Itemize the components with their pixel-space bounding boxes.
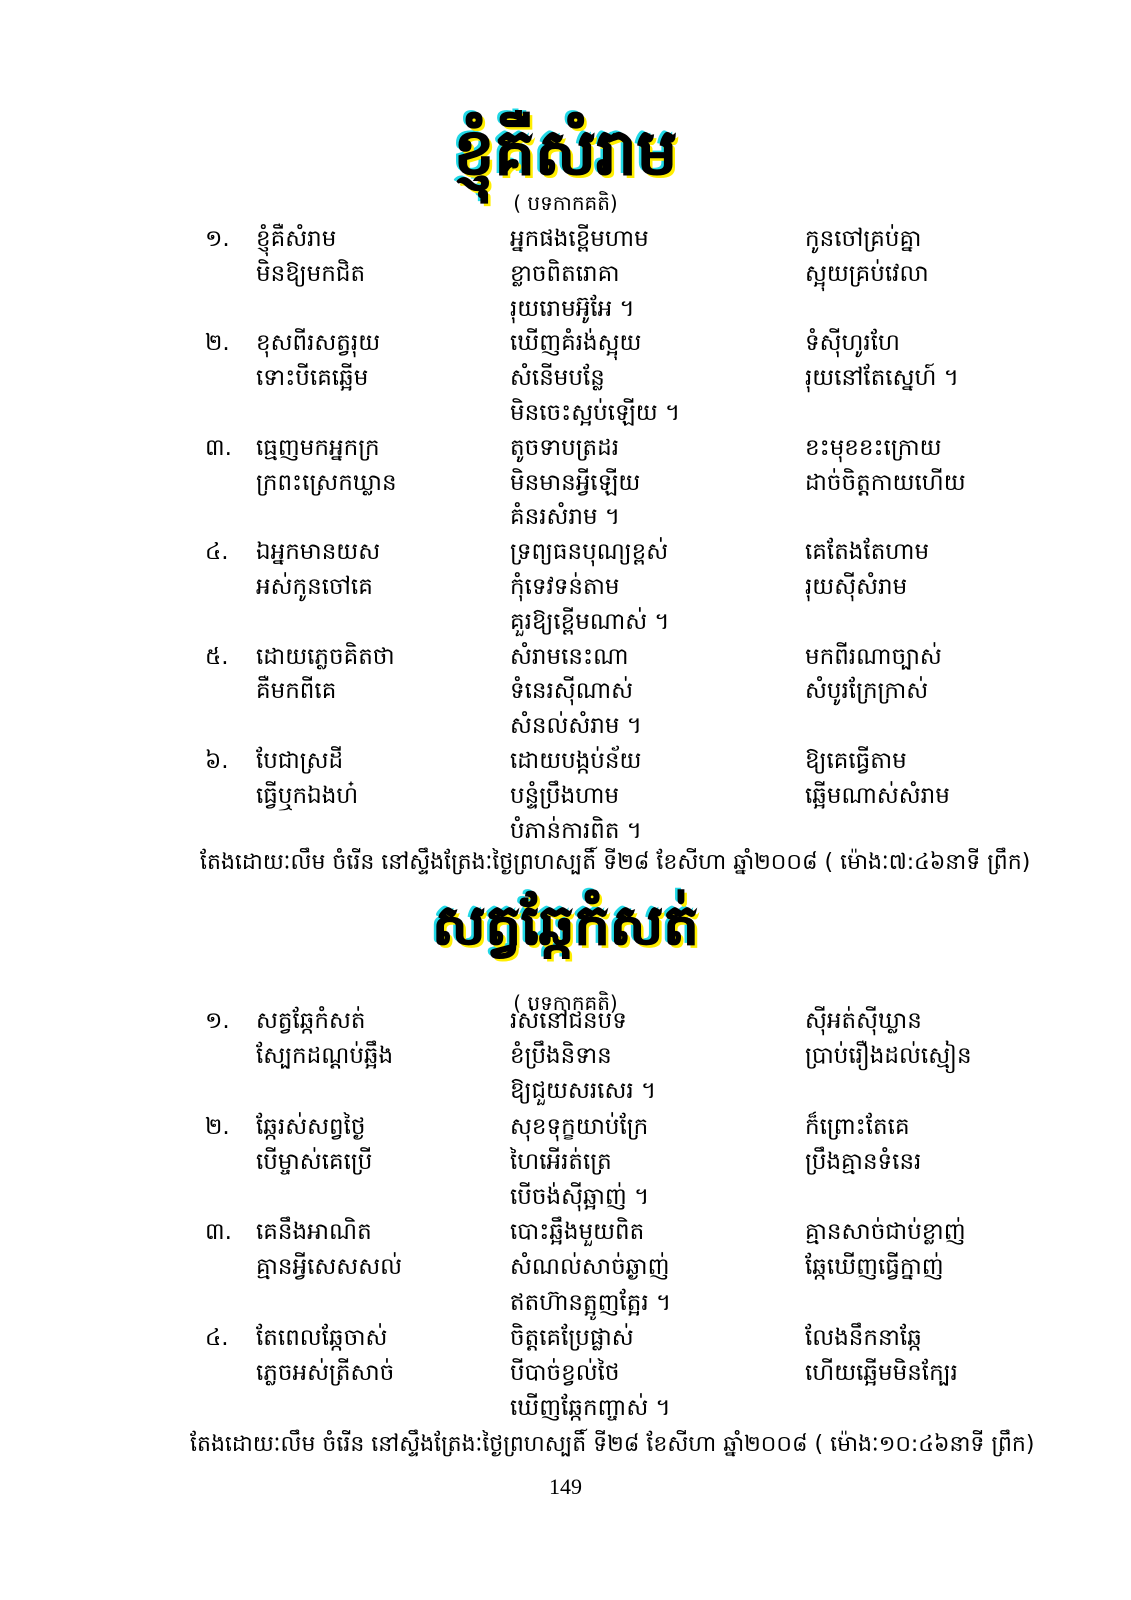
verse-line: ដាច់ចិត្តកាយហើយ (805, 469, 966, 496)
verse-line: ឱ្យជួយសរសេរ ។ (510, 1078, 657, 1105)
verse-line: ឃើញឆ្កែកញ្ចាស់ ។ (510, 1395, 671, 1422)
verse-line: ទំស៊ីហូរហែ (805, 330, 900, 357)
stanza-number: ១. (205, 226, 230, 252)
verse-line: ដោយភ្លេចគិតថា (256, 643, 395, 670)
verse-line: សំនើមបន្លែ (510, 365, 605, 392)
poem2-subtitle: ( បទកាកគតិ) (513, 991, 618, 1015)
stanza-number: ១. (205, 1008, 230, 1034)
verse-line: អ្នកផងខ្ពើមហាម (510, 226, 649, 252)
poem2-credit: តែងដោយៈលឹម ចំរើន នៅស្ទឹងត្រែងៈថ្ងៃព្រហស្បតិ៍ ទី២៨ ខែសីហា ឆ្នាំ២០០៨ ( ម៉ោងៈ១០:៤៦នាទី ព្រឹក) (190, 1432, 1035, 1457)
stanza-number: ៥. (205, 643, 229, 670)
verse-line: តែពេលឆ្កែចាស់ (256, 1324, 388, 1351)
verse-line: សំបូរក្រែក្រាស់ (805, 678, 929, 705)
verse-line: ដោយបង្កប់ន័យ (510, 748, 642, 774)
verse-line: ប្រឹងគ្មានទំនេរ (805, 1148, 922, 1175)
verse-line: ក្រពះស្រេកឃ្លាន (256, 469, 397, 496)
verse-line: រុយស៊ីសំរាម (805, 574, 908, 600)
verse-line: កុំទេវទន់តាម (510, 574, 620, 600)
verse-line: ធ្វើឬកឯងហ៎ (256, 782, 359, 809)
verse-line: ហើយឆ្អើមមិនក្បែរ (805, 1360, 958, 1386)
verse-line: បន្ទំប្រឹងហាម (510, 782, 620, 809)
verse-line: ខ្ញុំគឺសំរាម (256, 226, 337, 252)
stanza-number: ៣. (205, 434, 232, 461)
verse-line: សំរាមនេះណា (510, 643, 629, 670)
verse-line: តូចទាបត្រដរ (510, 434, 620, 461)
verse-line: សុខទុក្ខយាប់ក្រែ (510, 1113, 649, 1140)
poem2-title: សត្វឆ្កែកំសត់ (432, 893, 699, 958)
verse-line: ក៏ព្រោះតែគេ (805, 1113, 910, 1140)
verse-line: ធ្មេញមកអ្នកក្រ (256, 434, 380, 461)
verse-line: គេនឹងអាណិត (256, 1219, 372, 1246)
stanza-number: ២. (205, 330, 230, 357)
verse-line: ទំនេរស៊ីណាស់ (510, 678, 633, 705)
verse-line: បោះឆ្អឹងមួយពិត (510, 1219, 645, 1246)
verse-line: ទ្រព្យធនបុណ្យខ្ពស់ (510, 539, 669, 566)
stanza-number: ២. (205, 1113, 230, 1140)
verse-line: ប្រាប់រឿងដល់ស្មៀន (805, 1043, 972, 1070)
verse-line: មិនឱ្យមកជិត (256, 260, 366, 287)
verse-line: កូនចៅគ្រប់គ្នា (805, 226, 922, 252)
verse-line: ខះមុខខះក្រោយ (805, 434, 942, 461)
verse-line: លែងនឹកនាឆ្កែ (805, 1324, 922, 1351)
verse-line: រុយរោមអ៊ូអែ ។ (510, 295, 635, 322)
verse-line: បីបាច់ខ្វល់ថៃ (510, 1360, 620, 1386)
verse-line: គ្មានអ្វីសេសសល់ (256, 1254, 402, 1281)
verse-line: គំនរសំរាម ។ (510, 504, 621, 531)
verse-line: ឆ្កែឃើញធ្វើក្នាញ់ (805, 1254, 944, 1281)
verse-line: គួរឱ្យខ្ពើមណាស់ ។ (510, 608, 670, 635)
poem1-title: ខ្ញុំគឺសំរាម (453, 116, 678, 190)
verse-line: ឱ្យគេធ្វើតាម (805, 748, 907, 774)
verse-line: ស្អុយគ្រប់វេលា (805, 260, 929, 287)
verse-line: ហៃអើរត់ត្រេ (510, 1148, 612, 1175)
stanza-number: ៤. (205, 1324, 229, 1351)
verse-line: ទោះបីគេឆ្អើម (256, 365, 369, 392)
verse-line: សត្វឆ្កែកំសត់ (256, 1008, 366, 1034)
verse-line: ស៊ីអត់ស៊ីឃ្លាន (805, 1008, 922, 1034)
verse-line: ភ្លេចអស់ត្រីសាច់ (256, 1360, 395, 1386)
verse-line: ឆ្អើមណាស់សំរាម (805, 782, 950, 809)
verse-line: ចិត្តគេប្រែផ្លាស់ (510, 1324, 634, 1351)
verse-line: គឺមកពីគេ (256, 678, 337, 705)
verse-line: ឆ្កែរស់សព្វថ្ងៃ (256, 1113, 366, 1140)
verse-line: សំនល់សំរាម ។ (510, 713, 642, 740)
verse-line: សំណល់សាច់ឆ្ងាញ់ (510, 1254, 670, 1281)
verse-line: ខុសពីរសត្វរុយ (256, 330, 381, 357)
verse-line: បែជាស្រដី (256, 748, 344, 774)
verse-line: ស្បែកដណ្តប់ឆ្អឹង (256, 1043, 394, 1070)
verse-line: ឃើញគំរង់ស្អុយ (510, 330, 642, 357)
poem1-subtitle: ( បទកាកគតិ) (513, 191, 618, 215)
verse-line: អស់កូនចៅគេ (256, 574, 373, 600)
verse-line: មកពីរណាច្បាស់ (805, 643, 942, 670)
stanza-number: ៦. (205, 748, 229, 774)
verse-line: មិនចេះស្អប់ឡើយ ។ (510, 400, 681, 426)
verse-line: ខ្លាចពិតរោគា (510, 260, 620, 287)
verse-line: គ្មានសាច់ជាប់ខ្លាញ់ (805, 1219, 966, 1246)
verse-line: ឥតហ៊ានត្អូញត្អែរ ។ (510, 1289, 672, 1316)
verse-line: បើចង់ស៊ីឆ្អាញ់ ។ (510, 1184, 650, 1210)
stanza-number: ៣. (205, 1219, 232, 1246)
verse-line: មិនមានអ្វីឡើយ (510, 469, 641, 496)
verse-line: បំភាន់ការពិត ។ (510, 817, 642, 844)
verse-line: រុយនៅតែស្នេហ៍ ។ (805, 365, 959, 392)
verse-line: ខំប្រឹងនិទាន (510, 1043, 612, 1070)
page-number: 149 (549, 1474, 582, 1499)
verse-line: ឯអ្នកមានយស (256, 539, 381, 566)
verse-line: បើម្ចាស់គេប្រើ (256, 1148, 373, 1175)
verse-line: រស់នៅជនបទ (510, 1008, 627, 1034)
verse-line: គេតែងតែហាម (805, 539, 930, 566)
stanza-number: ៤. (205, 539, 229, 566)
poem1-credit: តែងដោយៈលឹម ចំរើន នៅស្ទឹងត្រែងៈថ្ងៃព្រហស្បតិ៍ ទី២៨ ខែសីហា ឆ្នាំ២០០៨ ( ម៉ោងៈ៧:៤៦នាទី ព្រឹក) (200, 850, 1031, 875)
